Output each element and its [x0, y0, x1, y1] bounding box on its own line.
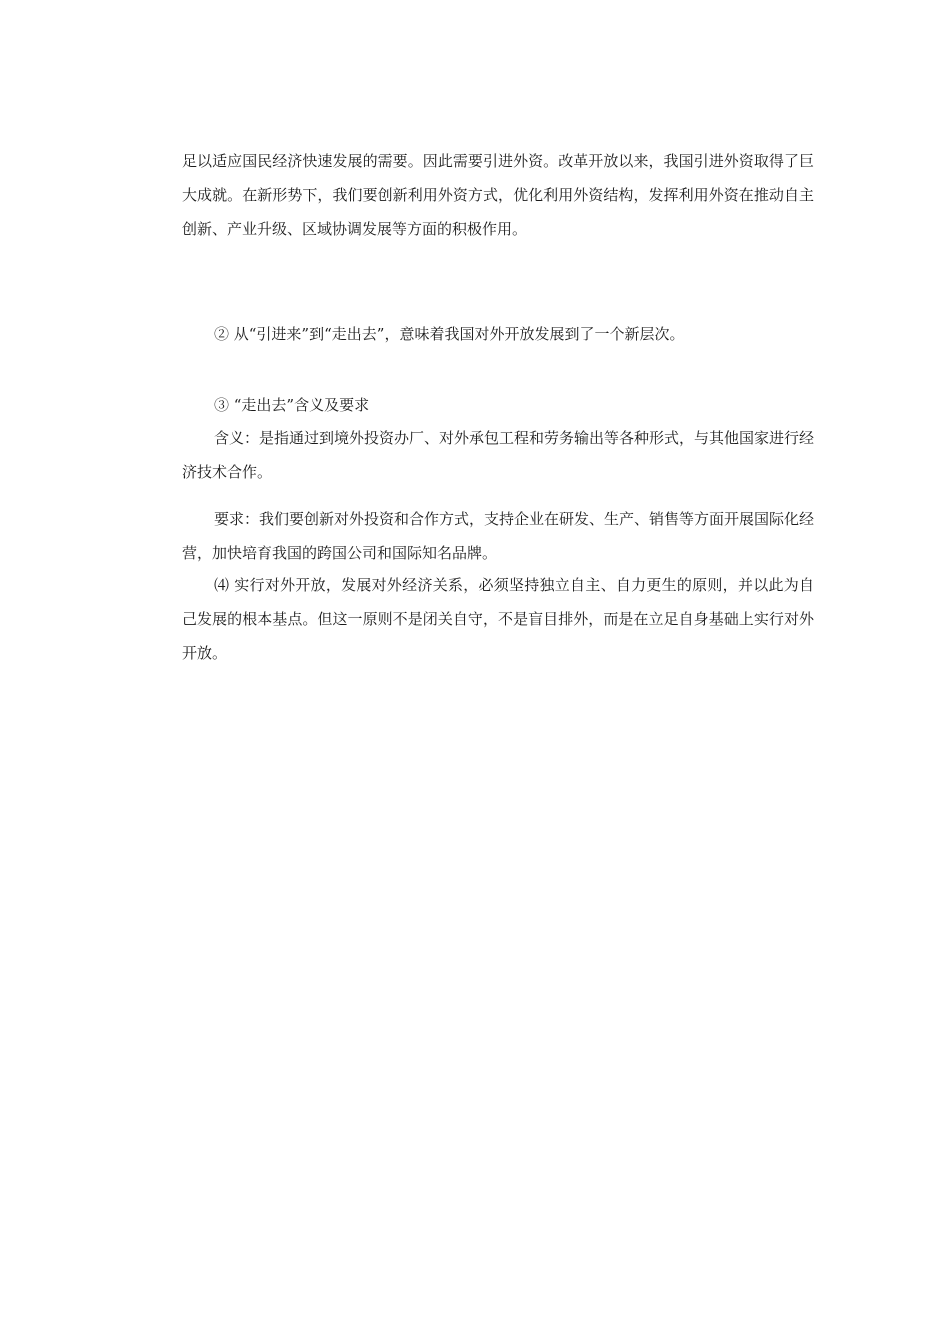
- paragraph-foreign-investment: 足以适应国民经济快速发展的需要。因此需要引进外资。改革开放以来，我国引进外资取得了巨大成就。在新形势下，我们要创新利用外资方式，优化利用外资结构，发挥利用外资在推动自主创新、产业升级、区域协调发展等方面的积极作用。: [182, 152, 814, 238]
- paragraph-requirements: 要求：我们要创新对外投资和合作方式，支持企业在研发、生产、销售等方面开展国际化经营，加快培育我国的跨国公司和国际知名品牌。: [182, 510, 815, 562]
- paragraph-going-global-level: ② 从“引进来”到“走出去”，意味着我国对外开放发展到了一个新层次。: [214, 325, 685, 343]
- heading-going-global-meaning: ③ “走出去”含义及要求: [214, 396, 370, 414]
- paragraph-independence-principle: ⑷ 实行对外开放，发展对外经济关系，必须坚持独立自主、自力更生的原则，并以此为自己发展的根本基点。但这一原则不是闭关自守，不是盲目排外，而是在立足自身基础上实行对外开放。: [182, 576, 814, 662]
- paragraph-meaning: 含义：是指通过到境外投资办厂、对外承包工程和劳务输出等各种形式，与其他国家进行经济技术合作。: [182, 429, 815, 481]
